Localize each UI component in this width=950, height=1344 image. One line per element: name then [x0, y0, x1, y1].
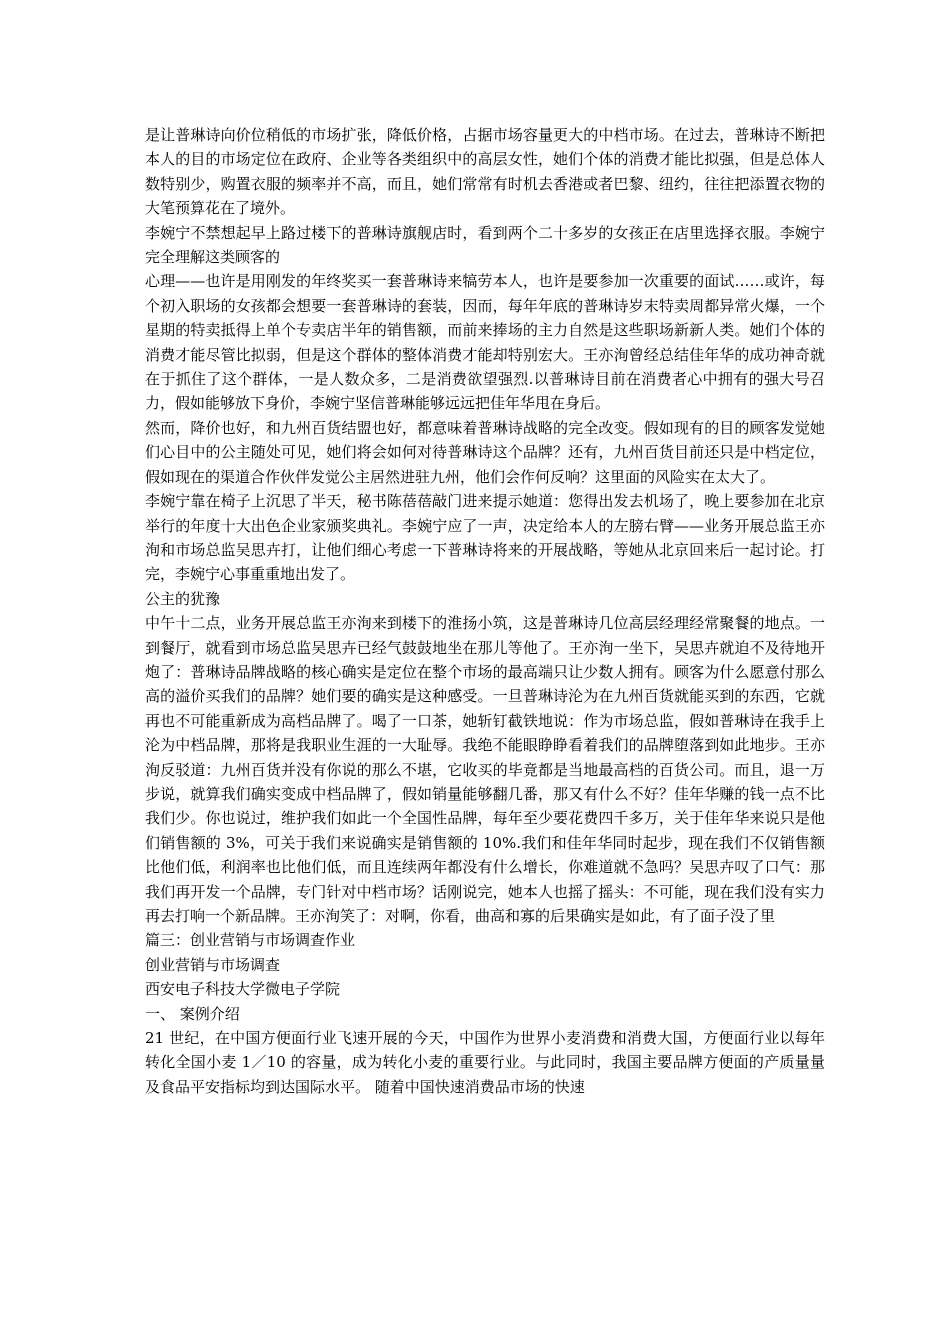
paragraph-customer-psychology: 心理——也许是用刚发的年终奖买一套普琳诗来犒劳本人，也许是要参加一次重要的面试……或许，每个初入职场的女孩都会想要一套普琳诗的套装，因而，每年年底的普琳诗岁末特卖周都异常火爆，一个星期的特卖抵得上单个专卖店半年的销售额，而前来捧场的主力自然是这些职场新新人类。她们个体的消费才能尽管比拟弱，但是这个群体的整体消费才能却特别宏大。王亦洵曾经总结佳年华的成功神奇就在于抓住了这个群体，一是人数众多，二是消费欲望强烈.以普琳诗目前在消费者心中拥有的强大号召力，假如能够放下身价，李婉宁坚信普琳能够远远把佳年华甩在身后。	[145, 272, 825, 413]
paragraph-instant-noodle-industry: 21 世纪，在中国方便面行业飞速开展的今天，中国作为世界小麦消费和消费大国，方便面行业以每年转化全国小麦 1／10 的容量，成为转化小麦的重要行业。与此同时，我国主要品牌方便面的产质量量及食品平安指标均到达国际水平。 随着中国快速消费品市场的快速	[145, 1029, 825, 1096]
section-heading-case-intro: 一、 案例介绍	[145, 1004, 240, 1023]
document-body	[145, 123, 825, 1099]
paragraph-secretary: 李婉宁靠在椅子上沉思了半天，秘书陈蓓蓓敲门进来提示她道：您得出发去机场了，晚上要参加在北京举行的年度十大出色企业家颁奖典礼。李婉宁应了一声，决定给本人的左膀右臂——业务开展总监王亦洵和市场总监吴思卉打，让他们细心考虑一下普琳诗将来的开展战略，等她从北京回来后一起讨论。打完，李婉宁心事重重地出发了。	[145, 492, 825, 584]
paragraph-lunch-debate: 中午十二点，业务开展总监王亦洵来到楼下的淮扬小筑，这是普琳诗几位高层经理经常聚餐的地点。一到餐厅，就看到市场总监吴思卉已经气鼓鼓地坐在那儿等他了。王亦洵一坐下，吴思卉就迫不及待地开炮了：普琳诗品牌战略的核心确实是定位在整个市场的最高端只让少数人拥有。顾客为什么愿意付那么高的溢价买我们的品牌？她们要的确实是这种感受。一旦普琳诗沦为在九州百货就能买到的东西，它就再也不可能重新成为高档品牌了。喝了一口茶，她斩钉截铁地说：作为市场总监，假如普琳诗在我手上沦为中档品牌，那将是我职业生涯的一大耻辱。我绝不能眼睁睁看着我们的品牌堕落到如此地步。王亦洵反驳道：九州百货并没有你说的那么不堪，它收买的毕竟都是当地最高档的百货公司。而且，退一万步说，就算我们确实变成中档品牌了，假如销量能够翻几番，那又有什么不好？佳年华赚的钱一点不比我们少。你也说过，维护我们如此一个全国性品牌，每年至少要花费四千多万，关于佳年华来说只是他们销售额的 3%，可关于我们来说确实是销售额的 10%.我们和佳年华同时起步，现在我们不仅销售额比他们低，利润率也比他们低，而且连续两年都没有什么增长，你难道就不急吗？吴思卉叹了口气：那我们再开发一个品牌，专门针对中档市场？话刚说完，她本人也摇了摇头：不可能，现在我们没有实力再去打响一个新品牌。王亦洵笑了：对啊，你看，曲高和寡的后果确实是如此，有了面子没了里	[145, 614, 825, 925]
section-heading-princess-hesitation: 公主的犹豫	[145, 589, 221, 608]
chapter-heading-part-three: 篇三：创业营销与市场调查作业	[145, 931, 356, 950]
subtitle-school: 西安电子科技大学微电子学院	[145, 980, 341, 999]
subtitle-course: 创业营销与市场调查	[145, 955, 281, 974]
paragraph-strategy-intro: 是让普琳诗向价位稍低的市场扩张，降低价格，占据市场容量更大的中档市场。在过去，普琳诗不断把本人的目的市场定位在政府、企业等各类组织中的高层女性，她们个体的消费才能比拟强，但是总体人数特别少，购置衣服的频率并不高，而且，她们常常有时机去香港或者巴黎、纽约，往往把添置衣物的大笔预算花在了境外。	[145, 126, 825, 218]
paragraph-risk: 然而，降价也好，和九州百货结盟也好，都意味着普琳诗战略的完全改变。假如现有的目的顾客发觉她们心目中的公主随处可见，她们将会如何对待普琳诗这个品牌？还有，九州百货目前还只是中档定位，假如现在的渠道合作伙伴发觉公主居然进驻九州，他们会作何反响？这里面的风险实在太大了。	[145, 418, 825, 486]
paragraph-flagship-store: 李婉宁不禁想起早上路过楼下的普琳诗旗舰店时，看到两个二十多岁的女孩正在店里选择衣服。李婉宁完全理解这类顾客的	[145, 223, 825, 267]
